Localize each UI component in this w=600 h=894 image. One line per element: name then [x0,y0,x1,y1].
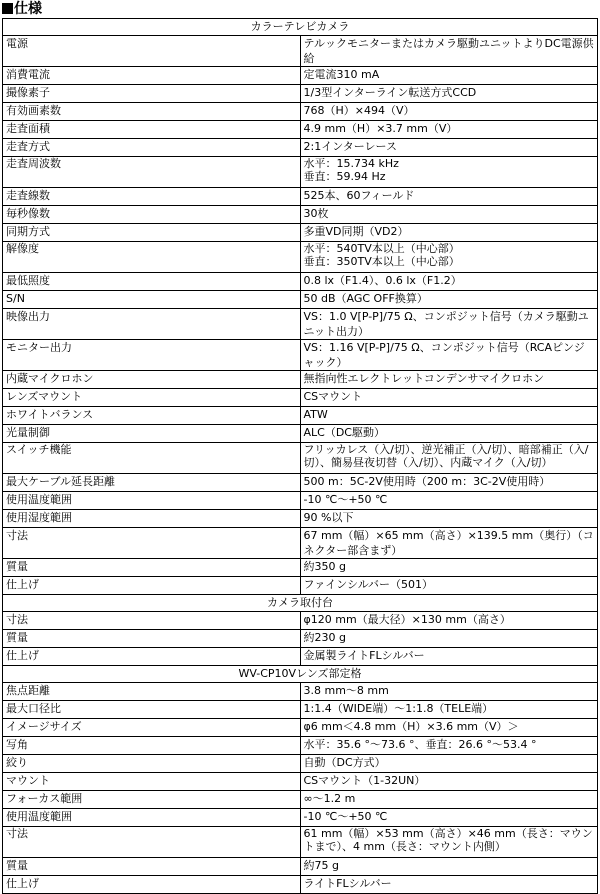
spec-value: ファインシルバー（501） [300,577,598,595]
spec-value: φ120 mm（最大径）×130 mm（高さ） [300,612,598,630]
spec-label: 仕上げ [3,577,301,595]
spec-value: -10 ℃～+50 ℃ [300,492,598,510]
section-heading-row [3,666,598,683]
spec-value: テルックモニターまたはカメラ駆動ユニットよりDC電源供給 [300,36,598,67]
page-title-text: 仕様 [14,1,42,17]
spec-row [3,224,598,242]
spec-label: 仕上げ [3,648,301,666]
spec-row [3,612,598,630]
spec-row [3,577,598,595]
spec-row [3,340,598,371]
spec-value: ATW [300,407,598,425]
spec-row [3,389,598,407]
spec-label: 最大口径比 [3,701,301,719]
spec-value: 61 mm（幅）×53 mm（高さ）×46 mm（長さ：マウントまで）、4 mm（長さ：マウント内側） [300,827,598,858]
section-heading: カラーテレビカメラ [3,19,598,36]
spec-value: 67 mm（幅）×65 mm（高さ）×139.5 mm（奥行）（コネクター部含まず） [300,528,598,559]
square-bullet-icon [2,3,13,14]
spec-value: ライトFLシルバー [300,876,598,894]
spec-row [3,371,598,389]
section-heading-row [3,19,598,36]
spec-value: 約230 g [300,630,598,648]
spec-row [3,858,598,876]
spec-label: 有効画素数 [3,103,301,121]
spec-label: 写角 [3,737,301,755]
spec-label: 質量 [3,559,301,577]
spec-row [3,407,598,425]
spec-table-body [3,19,598,894]
spec-row [3,683,598,701]
spec-value: CSマウント [300,389,598,407]
spec-row [3,85,598,103]
spec-label: S/N [3,291,301,309]
spec-value: 約350 g [300,559,598,577]
spec-label: 寸法 [3,528,301,559]
spec-value: 金属製ライトFLシルバー [300,648,598,666]
spec-value: 30枚 [300,206,598,224]
spec-label: 最大ケーブル延長距離 [3,474,301,492]
spec-value: 500 m：5C-2V使用時（200 m：3C-2V使用時） [300,474,598,492]
spec-value: 定電流310 mA [300,67,598,85]
spec-label: 寸法 [3,827,301,858]
spec-value: 1/3型インターライン転送方式CCD [300,85,598,103]
spec-row [3,67,598,85]
spec-label: フォーカス範囲 [3,791,301,809]
spec-label: 使用温度範囲 [3,492,301,510]
spec-label: 光量制御 [3,425,301,443]
spec-label: 映像出力 [3,309,301,340]
spec-value: 525本、60フィールド [300,188,598,206]
spec-row [3,443,598,474]
spec-row [3,773,598,791]
spec-row [3,425,598,443]
spec-value: VS：1.0 V[P-P]/75 Ω、コンポジット信号（カメラ駆動ユニット出力） [300,309,598,340]
spec-value: ∞～1.2 m [300,791,598,809]
spec-label: 質量 [3,858,301,876]
spec-row [3,492,598,510]
spec-value: VS：1.16 V[P-P]/75 Ω、コンポジット信号（RCAピンジャック） [300,340,598,371]
spec-value: 1:1.4（WIDE端）～1:1.8（TELE端） [300,701,598,719]
spec-value: 768（H）×494（V） [300,103,598,121]
spec-value: CSマウント（1-32UN） [300,773,598,791]
spec-label: モニター出力 [3,340,301,371]
page-title [2,0,42,18]
spec-label: 使用湿度範囲 [3,510,301,528]
section-heading-row [3,595,598,612]
spec-row [3,139,598,157]
spec-value: ALC（DC駆動） [300,425,598,443]
spec-label: 走査方式 [3,139,301,157]
spec-row [3,309,598,340]
spec-label: 走査線数 [3,188,301,206]
spec-label: 消費電流 [3,67,301,85]
spec-row [3,701,598,719]
section-heading: WV-CP10Vレンズ部定格 [3,666,598,683]
spec-label: 内蔵マイクロホン [3,371,301,389]
spec-row [3,876,598,894]
spec-row [3,291,598,309]
spec-label: 仕上げ [3,876,301,894]
spec-row [3,206,598,224]
spec-label: スイッチ機能 [3,443,301,474]
spec-value: 50 dB（AGC OFF換算） [300,291,598,309]
spec-row [3,103,598,121]
spec-label: 絞り [3,755,301,773]
spec-value: 水平：540TV本以上（中心部） 垂直：350TV本以上（中心部） [300,242,598,273]
spec-label: 撮像素子 [3,85,301,103]
spec-row [3,737,598,755]
spec-value: 多重VD同期（VD2） [300,224,598,242]
spec-row [3,242,598,273]
spec-row [3,510,598,528]
spec-label: 解像度 [3,242,301,273]
spec-value: 水平：15.734 kHz 垂直：59.94 Hz [300,157,598,188]
spec-row [3,719,598,737]
spec-value: 4.9 mm（H）×3.7 mm（V） [300,121,598,139]
spec-row [3,791,598,809]
spec-row [3,474,598,492]
section-heading: カメラ取付台 [3,595,598,612]
spec-label: 同期方式 [3,224,301,242]
spec-label: 焦点距離 [3,683,301,701]
spec-value: 90 %以下 [300,510,598,528]
spec-value: 自動（DC方式） [300,755,598,773]
spec-label: ホワイトバランス [3,407,301,425]
spec-value: フリッカレス（入/切）、逆光補正（入/切）、暗部補正（入/切）、簡易昼夜切替（入/切）、内蔵マイク（入/切） [300,443,598,474]
spec-value: 3.8 mm～8 mm [300,683,598,701]
spec-value: 約75 g [300,858,598,876]
spec-value: φ6 mm＜4.8 mm（H）×3.6 mm（V）＞ [300,719,598,737]
spec-value: -10 ℃～+50 ℃ [300,809,598,827]
spec-value: 2:1インターレース [300,139,598,157]
spec-label: 使用温度範囲 [3,809,301,827]
spec-row [3,273,598,291]
spec-value: 0.8 lx（F1.4）、0.6 lx（F1.2） [300,273,598,291]
spec-table [2,18,598,894]
spec-label: 最低照度 [3,273,301,291]
spec-label: レンズマウント [3,389,301,407]
spec-value: 水平：35.6 °～73.6 °、垂直：26.6 °～53.4 ° [300,737,598,755]
spec-label: マウント [3,773,301,791]
spec-row [3,36,598,67]
spec-label: 走査周波数 [3,157,301,188]
spec-label: 走査面積 [3,121,301,139]
spec-row [3,827,598,858]
spec-row [3,188,598,206]
spec-label: 電源 [3,36,301,67]
spec-row [3,809,598,827]
spec-row [3,630,598,648]
spec-row [3,528,598,559]
spec-row [3,648,598,666]
spec-row [3,121,598,139]
spec-value: 無指向性エレクトレットコンデンサマイクロホン [300,371,598,389]
spec-row [3,559,598,577]
spec-row [3,157,598,188]
spec-label: 毎秒像数 [3,206,301,224]
spec-label: 質量 [3,630,301,648]
spec-label: 寸法 [3,612,301,630]
spec-row [3,755,598,773]
spec-label: イメージサイズ [3,719,301,737]
